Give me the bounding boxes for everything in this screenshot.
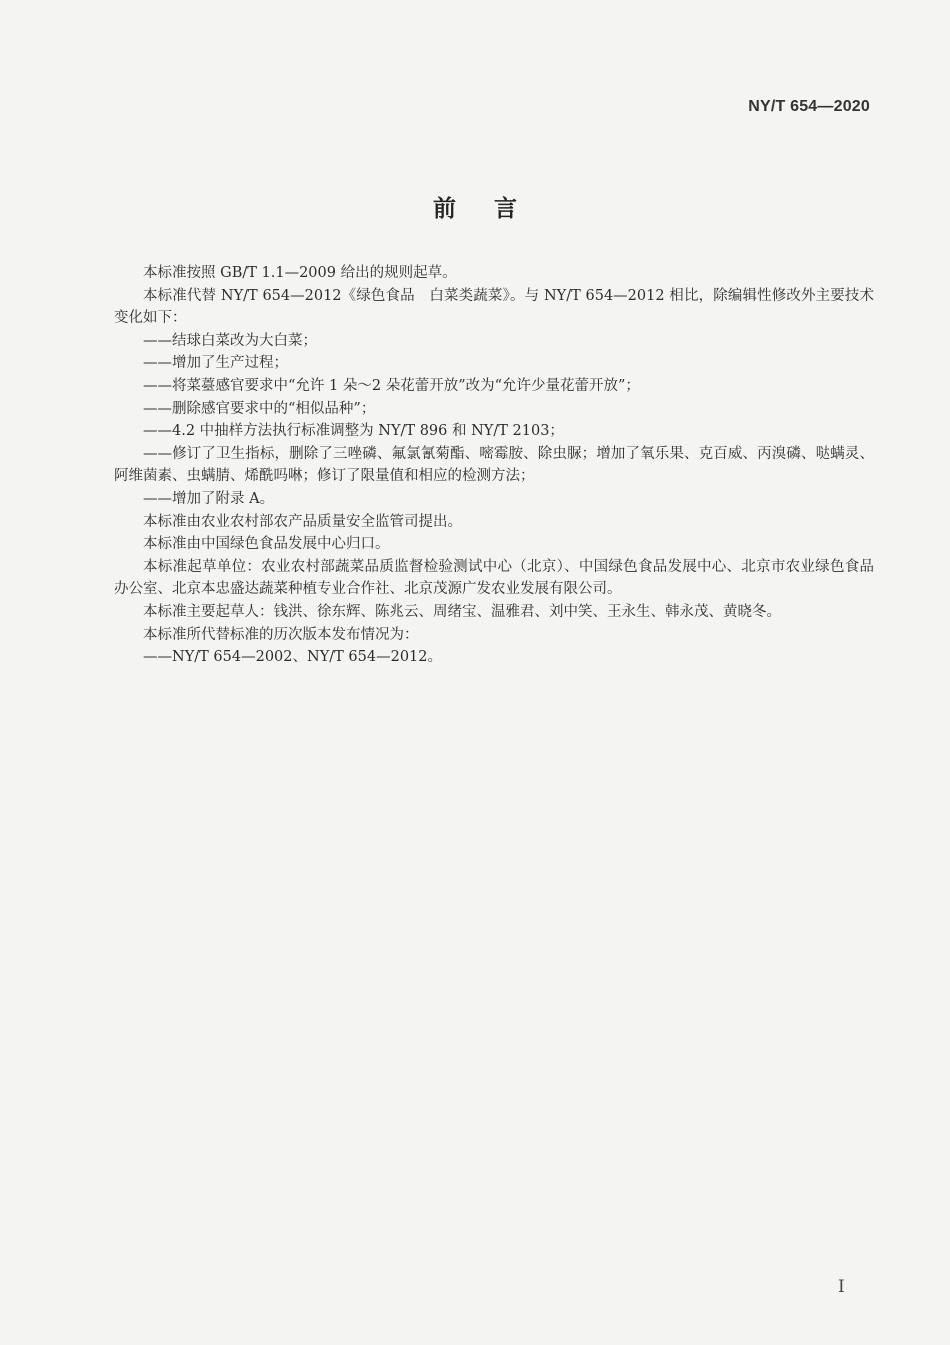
paragraph-drafting-units: 本标准起草单位：农业农村部蔬菜品质监督检验测试中心（北京）、中国绿色食品发展中心、北京市农业绿色食品办公室、北京本忠盛达蔬菜种植专业合作社、北京茂源广发农业发展有限公司。 xyxy=(114,558,874,598)
list-item: ——结球白菜改为大白菜； xyxy=(143,332,317,349)
paragraph-centralized: 本标准由中国绿色食品发展中心归口。 xyxy=(143,536,390,553)
list-item: ——4.2 中抽样方法执行标准调整为 NY/T 896 和 NY/T 2103； xyxy=(143,423,564,440)
paragraph-history-intro: 本标准所代替标准的历次版本发布情况为： xyxy=(143,626,419,643)
list-item: ——增加了附录 A。 xyxy=(143,490,275,507)
foreword-body xyxy=(114,262,874,669)
paragraph-replacement: 本标准代替 NY/T 654—2012《绿色食品 白菜类蔬菜》。与 NY/T 654—2012 相比，除编辑性修改外主要技术变化如下： xyxy=(114,287,874,327)
page-number: I xyxy=(838,1277,845,1297)
paragraph-drafting-rules: 本标准按照 GB/T 1.1—2009 给出的规则起草。 xyxy=(143,265,457,281)
list-item: ——修订了卫生指标，删除了三唑磷、氟氯氰菊酯、嘧霉胺、除虫脲；增加了氧乐果、克百威、丙溴磷、哒螨灵、阿维菌素、虫螨腈、烯酰吗啉；修订了限量值和相应的检测方法； xyxy=(114,445,874,485)
standard-code: NY/T 654—2020 xyxy=(748,98,870,115)
paragraph-proposer: 本标准由农业农村部农产品质量安全监管司提出。 xyxy=(143,513,462,530)
list-item: ——删除感官要求中的“相似品种”； xyxy=(143,400,376,417)
page-title: 前言 xyxy=(433,196,555,222)
paragraph-drafters: 本标准主要起草人：钱洪、徐东辉、陈兆云、周绪宝、温雅君、刘中笑、王永生、韩永茂、黄晓冬。 xyxy=(143,603,781,620)
list-item: ——NY/T 654—2002、NY/T 654—2012。 xyxy=(143,649,443,666)
list-item: ——增加了生产过程； xyxy=(143,355,288,372)
list-item: ——将菜薹感官要求中“允许 1 朵～2 朵花蕾开放”改为“允许少量花蕾开放”； xyxy=(143,377,640,394)
